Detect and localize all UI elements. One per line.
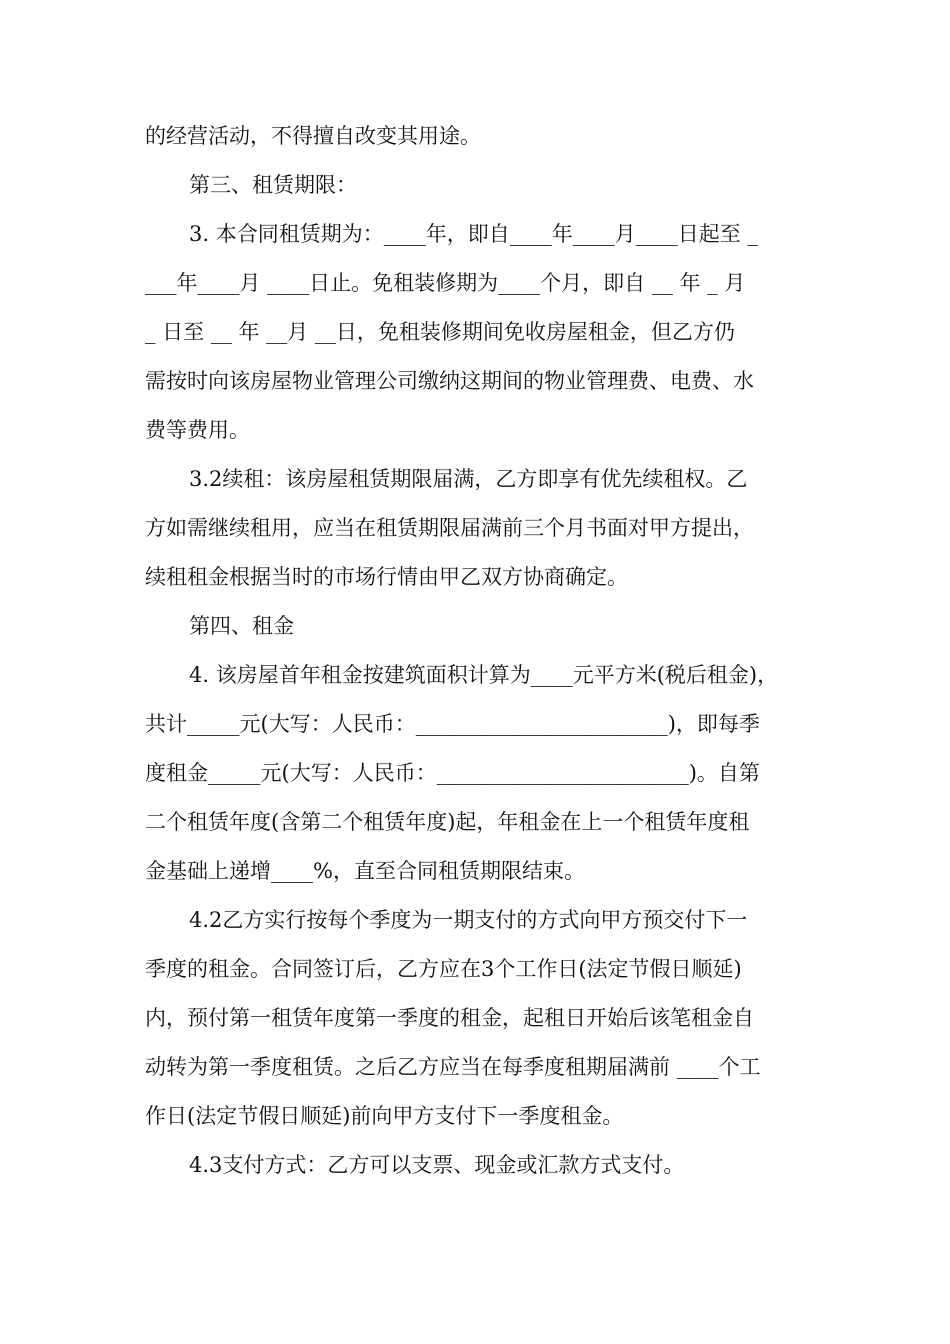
- body-text-line: 4.2乙方实行按每个季度为一期支付的方式向甲方预交付下一: [189, 908, 748, 932]
- body-text-line: 作日(法定节假日顺延)前向甲方支付下一季度租金。: [145, 1104, 624, 1128]
- body-text-line: 4. 该房屋首年租金按建筑面积计算为____元平方米(税后租金)，: [189, 663, 779, 687]
- body-text-line: 续租租金根据当时的市场行情由甲乙双方协商确定。: [145, 565, 628, 589]
- body-text-line: 3. 本合同租赁期为：____年，即自____年____月____日起至 _: [189, 222, 758, 246]
- body-text-line: 需按时向该房屋物业管理公司缴纳这期间的物业管理费、电费、水: [145, 369, 754, 393]
- document-page: [145, 112, 810, 1190]
- body-text-line: 内，预付第一租赁年度第一季度的租金，起租日开始后该笔租金自: [145, 1006, 754, 1030]
- body-text-line: 费等费用。: [145, 418, 250, 442]
- body-text-line: 金基础上递增____%，直至合同租赁期限结束。: [145, 859, 585, 883]
- body-text-line: 二个租赁年度(含第二个租赁年度)起，年租金在上一个租赁年度租: [145, 810, 750, 834]
- body-text-line: 4.3支付方式：乙方可以支票、现金或汇款方式支付。: [189, 1153, 685, 1177]
- body-text-line: 的经营活动，不得擅自改变其用途。: [145, 124, 481, 148]
- body-text-line: 季度的租金。合同签订后，乙方应在3个工作日(法定节假日顺延): [145, 957, 742, 981]
- body-text-line: 3.2续租：该房屋租赁期限届满，乙方即享有优先续租权。乙: [189, 467, 748, 491]
- body-text-line: 动转为第一季度租赁。之后乙方应当在每季度租期届满前 ____个工: [145, 1055, 761, 1079]
- body-text-line: 度租金_____元(大写：人民币：________________________)。自第: [145, 761, 760, 785]
- section-heading-3: 第三、租赁期限：: [189, 173, 357, 197]
- body-text-line: ___年____月 ____日止。免租装修期为____个月，即自 __ 年 _ 月: [145, 271, 746, 295]
- body-text-line: 共计_____元(大写：人民币：________________________)，即每季: [145, 712, 760, 736]
- section-heading-4: 第四、租金: [189, 614, 294, 638]
- body-text-line: 方如需继续租用，应当在租赁期限届满前三个月书面对甲方提出，: [145, 516, 754, 540]
- body-text-line: _ 日至 __ 年 __月 __日，免租装修期间免收房屋租金，但乙方仍: [145, 320, 735, 344]
